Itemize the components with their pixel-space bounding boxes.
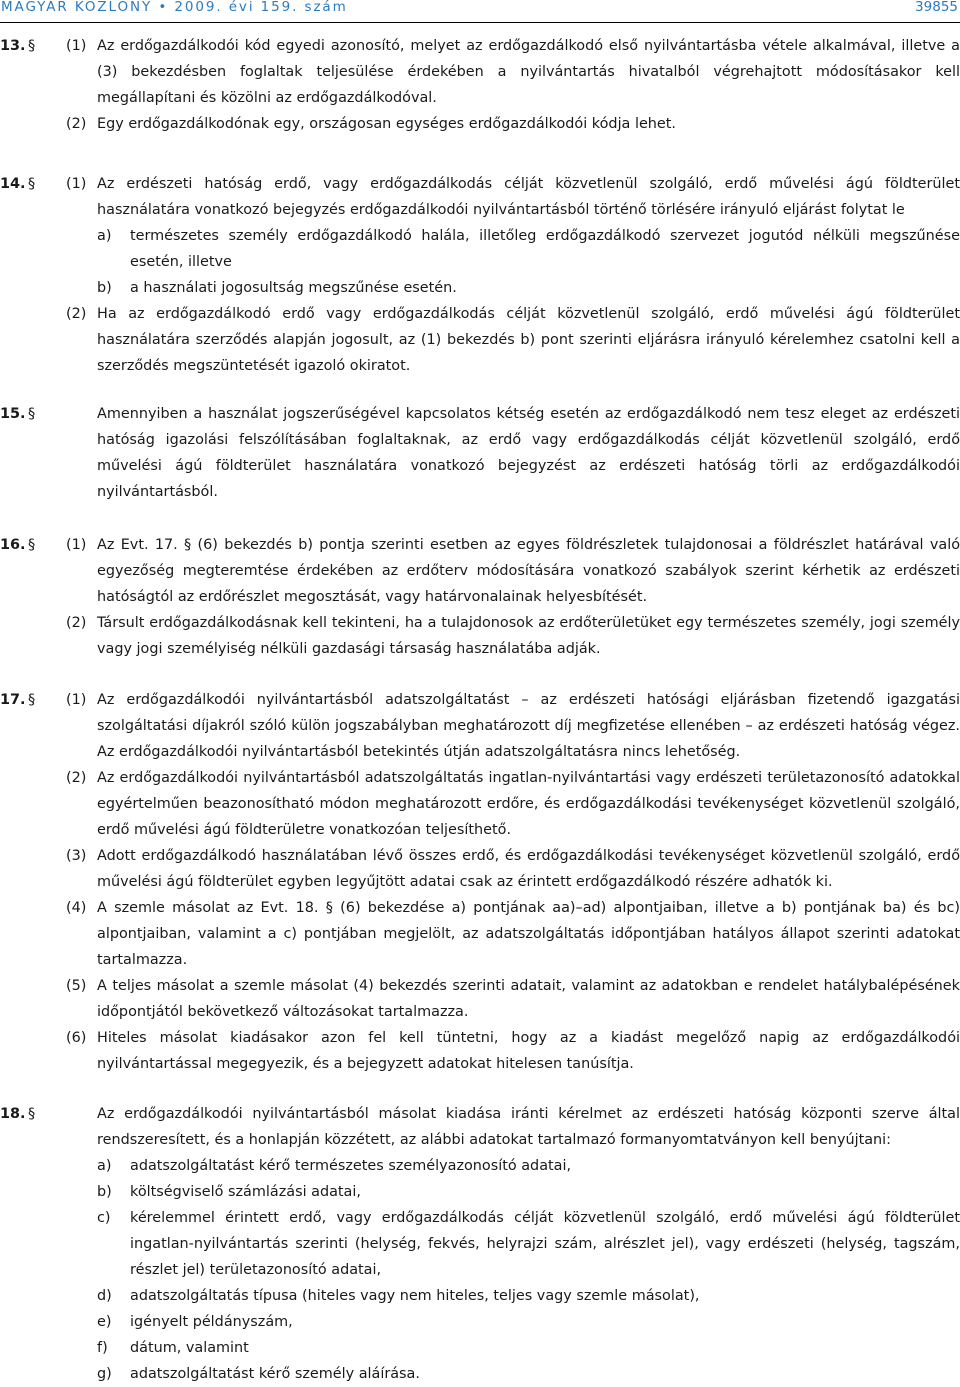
journal-title: MAGYAR KÖZLÖNY • 2009. évi 159. szám [1,0,348,15]
list-item [97,1309,960,1335]
paragraph [0,33,960,111]
paragraph-number: (1) [66,176,87,192]
paragraph-text: Ha az erdőgazdálkodó erdő vagy erdőgazdálkodás célját közvetlenül szolgáló, erdő művelési ágú földterület használatára szerződés alapján jogosult, az (1) bekezdés b) pont szerinti eljárásra irányuló kérelemhez csatolni kell a szerződés megszüntetését igazoló okiratot. [97,306,960,374]
list-item [97,1335,960,1361]
paragraph [0,1101,960,1387]
paragraph-text: A teljes másolat a szemle másolat (4) bekezdés szerinti adatait, valamint az adatokban e rendelet hatálybalépésének időpontjától bekövetkező változásokat tartalmazza. [97,978,960,1020]
item-list [97,223,960,301]
section-sign: § [28,1106,36,1122]
paragraph-text: Az Evt. 17. § (6) bekezdés b) pontja szerinti esetben az egyes földrészletek tulajdonosai a földrészlet határával való egyezőség megteremtése érdekében az erdőterv módosítására vonatkozó szabályok szerint kérhetik az erdészeti hatóságtól az erdőrészlet megosztását, vagy határvonalainak helyesbítését. [97,537,960,605]
paragraph [0,171,960,301]
paragraph-text: Társult erdőgazdálkodásnak kell tekinteni, ha a tulajdonosok az erdőterületüket egy természetes személy, jogi személy vagy jogi személyiség nélküli gazdasági társaság használatába adják. [97,615,960,657]
paragraph [0,1025,960,1077]
item-label: e) [97,1314,112,1330]
section-number: 15. [0,406,26,422]
item-text: adatszolgáltatást kérő természetes személyazonosító adatai, [130,1158,572,1174]
paragraph-text: Amennyiben a használat jogszerűségével kapcsolatos kétség esetén az erdőgazdálkodó nem tesz eleget az erdészeti hatóság igazolási felszólításában foglaltaknak, az erdő vagy erdőgazdálkodás célját közvetlenül szolgáló, erdő művelési ágú földterület használatára vonatkozó bejegyzést az erdészeti hatóság törli az erdőgazdálkodói nyilvántartásból. [97,406,960,500]
paragraph-text: Az erdőgazdálkodói nyilvántartásból adatszolgáltatás ingatlan-nyilvántartási vagy erdészeti területazonosító adatokkal egyértelműen beazonosítható módon meghatározott erdőre, és erdőgazdálkodási tevékenységet közvetlenül szolgáló, erdő művelési ágú földterületre vonatkozóan teljesíthető. [97,770,960,838]
section-number: 16. [0,537,26,553]
item-label: g) [97,1366,112,1382]
section-number: 13. [0,38,26,54]
paragraph-text: Az erdőgazdálkodói nyilvántartásból adatszolgáltatást – az erdészeti hatósági eljárásban fizetendő igazgatási szolgáltatási díjakról szóló külön jogszabályban meghatározott díj megfizetése ellenében – az erdészeti hatóság végez. Az erdőgazdálkodói nyilvántartásból betekintés útján adatszolgáltatásra nincs lehetőség. [97,692,960,760]
paragraph-number: (2) [66,116,87,132]
item-label: b) [97,280,112,296]
page-number: 39855 [915,0,958,15]
item-text: dátum, valamint [130,1340,249,1356]
paragraph [0,973,960,1025]
list-item [97,1361,960,1387]
paragraph-number: (2) [66,770,87,786]
item-text: adatszolgáltatás típusa (hiteles vagy nem hiteles, teljes vagy szemle másolat), [130,1288,700,1304]
list-item [97,1283,960,1309]
paragraph-number: (1) [66,38,87,54]
paragraph [0,610,960,662]
section-0 [0,33,960,137]
paragraph [0,895,960,973]
item-label: b) [97,1184,112,1200]
section-sign: § [28,176,36,192]
section-number: 17. [0,692,26,708]
paragraph-number: (2) [66,306,87,322]
paragraph [0,687,960,765]
paragraph-number: (5) [66,978,87,994]
section-sign: § [28,537,36,553]
section-number: 18. [0,1106,26,1122]
item-text: a használati jogosultság megszűnése esetén. [130,280,457,296]
list-item [97,275,960,301]
paragraph-text: Egy erdőgazdálkodónak egy, országosan egységes erdőgazdálkodói kódja lehet. [97,116,676,132]
section-2 [0,401,960,505]
section-number: 14. [0,176,26,192]
paragraph-number: (3) [66,848,87,864]
paragraph-number: (1) [66,537,87,553]
paragraph-text: Az erdőgazdálkodói nyilvántartásból másolat kiadása iránti kérelmet az erdészeti hatóság központi szerve által rendszeresített, és a honlapján közzétett, az alábbi adatokat tartalmazó formanyomtatványon kell benyújtani: [97,1106,960,1148]
paragraph-text: Az erdészeti hatóság erdő, vagy erdőgazdálkodás célját közvetlenül szolgáló, erdő művelési ágú földterület használatára vonatkozó bejegyzés erdőgazdálkodói nyilvántartásból történő törlésére irányuló eljárást folytat le [97,176,960,218]
item-text: költségviselő számlázási adatai, [130,1184,361,1200]
paragraph-number: (2) [66,615,87,631]
paragraph [0,765,960,843]
list-item [97,223,960,275]
paragraph-text: Az erdőgazdálkodói kód egyedi azonosító, melyet az erdőgazdálkodó első nyilvántartásba vétele alkalmával, illetve a (3) bekezdésben foglaltak teljesülése érdekében a nyilvántartás hivatalból végrehajtott módosításakor kell megállapítani és közölni az erdőgazdálkodóval. [97,38,960,106]
paragraph [0,301,960,379]
item-list [97,1153,960,1387]
section-4 [0,687,960,1077]
paragraph [0,843,960,895]
paragraph [0,532,960,610]
paragraph [0,111,960,137]
paragraph-number: (1) [66,692,87,708]
item-label: d) [97,1288,112,1304]
paragraph [0,401,960,505]
list-item [97,1179,960,1205]
section-sign: § [28,406,36,422]
item-text: természetes személy erdőgazdálkodó halála, illetőleg erdőgazdálkodó szervezet jogutód nélküli megszűnése esetén, illetve [130,228,960,270]
paragraph-number: (4) [66,900,87,916]
item-label: a) [97,1158,112,1174]
list-item [97,1205,960,1283]
section-sign: § [28,692,36,708]
page-header [0,0,960,23]
item-text: igényelt példányszám, [130,1314,293,1330]
item-label: f) [97,1340,108,1356]
item-label: c) [97,1210,111,1226]
item-text: adatszolgáltatást kérő személy aláírása. [130,1366,420,1382]
item-text: kérelemmel érintett erdő, vagy erdőgazdálkodás célját közvetlenül szolgáló, erdő művelési ágú földterület ingatlan-nyilvántartás szerinti (helység, fekvés, helyrajzi szám, alrészlet jel), vagy erdészeti (helység, tagszám, részlet jel) területazonosító adatai, [130,1210,960,1278]
section-sign: § [28,38,36,54]
item-label: a) [97,228,112,244]
list-item [97,1153,960,1179]
paragraph-text: Adott erdőgazdálkodó használatában lévő összes erdő, és erdőgazdálkodási tevékenységet közvetlenül szolgáló, erdő művelési ágú földterület egyben legyűjtött adatai csak az érintett erdőgazdálkodó részére adhatók ki. [97,848,960,890]
section-3 [0,532,960,662]
section-1 [0,171,960,379]
paragraph-text: A szemle másolat az Evt. 18. § (6) bekezdése a) pontjának aa)–ad) alpontjaiban, illetve a b) pontjának ba) és bc) alpontjaiban, valamint a c) pontjában megjelölt, az adatszolgáltatás időpontjában hatályos állapot szerinti adatokat tartalmazza. [97,900,960,968]
paragraph-number: (6) [66,1030,87,1046]
paragraph-text: Hiteles másolat kiadásakor azon fel kell tüntetni, hogy az a kiadást megelőző napig az erdőgazdálkodói nyilvántartással megegyezik, és a bejegyzett adatokat hitelesen tanúsítja. [97,1030,960,1072]
section-5 [0,1101,960,1387]
